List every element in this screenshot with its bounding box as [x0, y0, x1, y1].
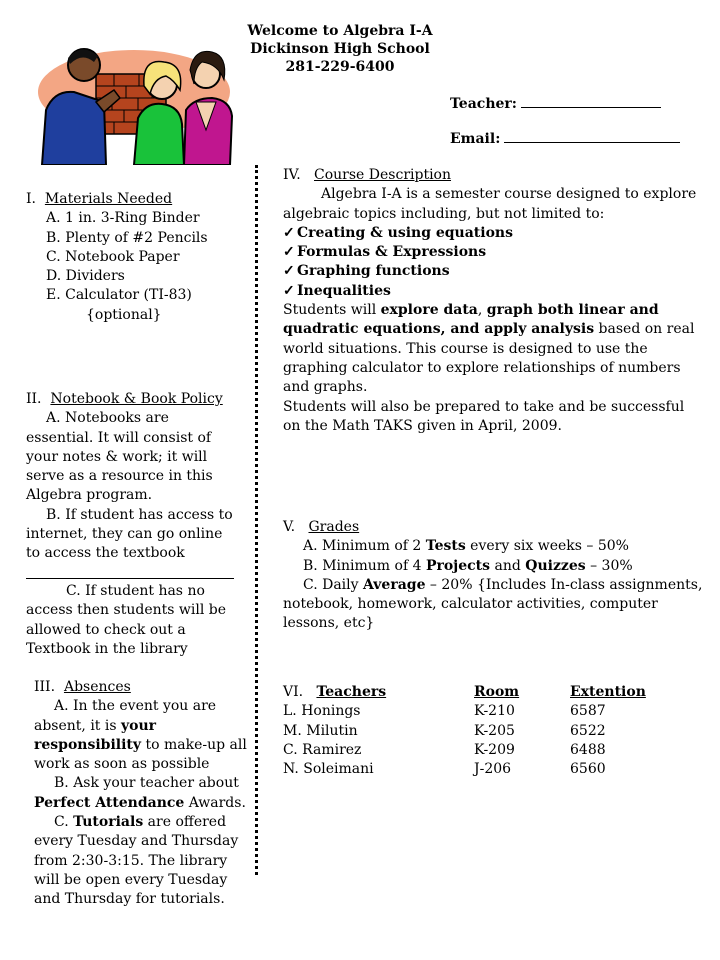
materials-item: B. Plenty of #2 Pencils	[46, 229, 208, 246]
course-paragraph-1: Students will explore data, graph both linear and quadratic equations, and apply analysis based on real world situations. This course is designed to use the graphing calculator to explore relationships of numbers and graphs.	[283, 302, 695, 396]
teacher-blank	[521, 95, 661, 108]
header-phone: 281-229-6400	[285, 59, 395, 75]
teacher-extension: 6587	[570, 703, 606, 720]
materials-item: E. Calculator (TI-83)	[46, 287, 192, 304]
teacher-room: K-205	[474, 722, 515, 739]
course-paragraph-2: Students will also be prepared to take and be successful on the Math TAKS given in April, 2009.	[283, 398, 685, 434]
grades-tests: A. Minimum of 2 Tests every six weeks – 50%	[303, 538, 629, 555]
email-label: Email:	[450, 131, 501, 147]
table-row	[283, 702, 646, 721]
section-divider-rule	[26, 578, 234, 579]
grades-daily-average: C. Daily Average – 20% {Includes In-class assignments, notebook, homework, calculator activities, computer lessons, etc}	[283, 576, 703, 632]
materials-item: C. Notebook Paper	[46, 248, 180, 265]
students-clipart-illustration	[34, 40, 244, 165]
teachers-table	[283, 683, 646, 779]
checklist-item: ✓ Graphing functions	[283, 262, 703, 281]
teacher-name: L. Honings	[283, 703, 361, 720]
teacher-extension: 6560	[570, 761, 606, 778]
table-row	[283, 760, 646, 779]
email-blank	[504, 130, 680, 143]
section-absences	[34, 678, 248, 910]
table-row	[283, 741, 646, 760]
checkmark-icon: ✓	[283, 282, 295, 299]
section-notebook-policy	[26, 390, 240, 564]
teacher-extension: 6488	[570, 741, 606, 758]
checklist-item: ✓ Creating & using equations	[283, 224, 703, 243]
notebook-point-c-block	[26, 582, 230, 659]
materials-heading: I. Materials Needed	[26, 191, 173, 207]
materials-optional-note: {optional}	[86, 306, 162, 323]
teacher-room: K-209	[474, 741, 515, 758]
teacher-label: Teacher:	[450, 96, 517, 112]
section-materials	[26, 190, 246, 325]
absences-heading: III. Absences	[34, 679, 131, 695]
absences-point-c: C. Tutorials are offered every Tuesday and Thursday from 2:30-3:15. The library will be open every Tuesday and Thursday for tutorials.	[34, 814, 239, 908]
teachers-heading: VI. Teachers	[283, 684, 387, 700]
column-divider	[255, 165, 258, 875]
teacher-name: N. Soleimani	[283, 761, 374, 778]
course-heading: IV. Course Description	[283, 167, 452, 183]
email-field	[450, 130, 680, 147]
grades-projects-quizzes: B. Minimum of 4 Projects and Quizzes – 30%	[303, 557, 633, 574]
course-intro: Algebra I-A is a semester course designed to explore algebraic topics including, but not limited to:	[283, 186, 697, 222]
section-course-description	[283, 166, 703, 436]
teacher-room: J-206	[474, 761, 512, 778]
checklist-item: ✓ Inequalities	[283, 282, 703, 301]
materials-item: A. 1 in. 3-Ring Binder	[46, 210, 200, 227]
section-teachers	[283, 683, 646, 779]
header-school: Dickinson High School	[250, 41, 430, 57]
teacher-room: K-210	[474, 703, 515, 720]
page-header	[220, 22, 460, 76]
teacher-name: C. Ramirez	[283, 741, 362, 758]
teacher-extension: 6522	[570, 722, 606, 739]
teachers-table-header	[283, 683, 646, 702]
notebook-point-b: B. If student has access to internet, they can go online to access the textbook	[26, 506, 233, 562]
teacher-field	[450, 95, 661, 112]
checkmark-icon: ✓	[283, 224, 295, 241]
checkmark-icon: ✓	[283, 263, 295, 280]
checkmark-icon: ✓	[283, 244, 295, 261]
grades-heading: V. Grades	[283, 519, 360, 535]
notebook-heading: II. Notebook & Book Policy	[26, 391, 223, 407]
room-column-header: Room	[474, 684, 520, 700]
notebook-point-c: C. If student has no access then students will be allowed to check out a Textbook in the library	[26, 583, 226, 657]
extension-column-header: Extention	[570, 684, 646, 700]
absences-point-b: B. Ask your teacher about Perfect Attendance Awards.	[34, 775, 246, 811]
header-title: Welcome to Algebra I-A	[247, 23, 433, 39]
table-row	[283, 722, 646, 741]
absences-point-a: A. In the event you are absent, it is your responsibility to make-up all work as soon as possible	[34, 698, 247, 773]
notebook-point-a: A. Notebooks are essential. It will consist of your notes & work; it will serve as a resource in this Algebra program.	[26, 410, 213, 504]
checklist-item: ✓ Formulas & Expressions	[283, 243, 703, 262]
section-grades	[283, 518, 703, 634]
teacher-name: M. Milutin	[283, 722, 358, 739]
materials-item: D. Dividers	[46, 268, 125, 285]
